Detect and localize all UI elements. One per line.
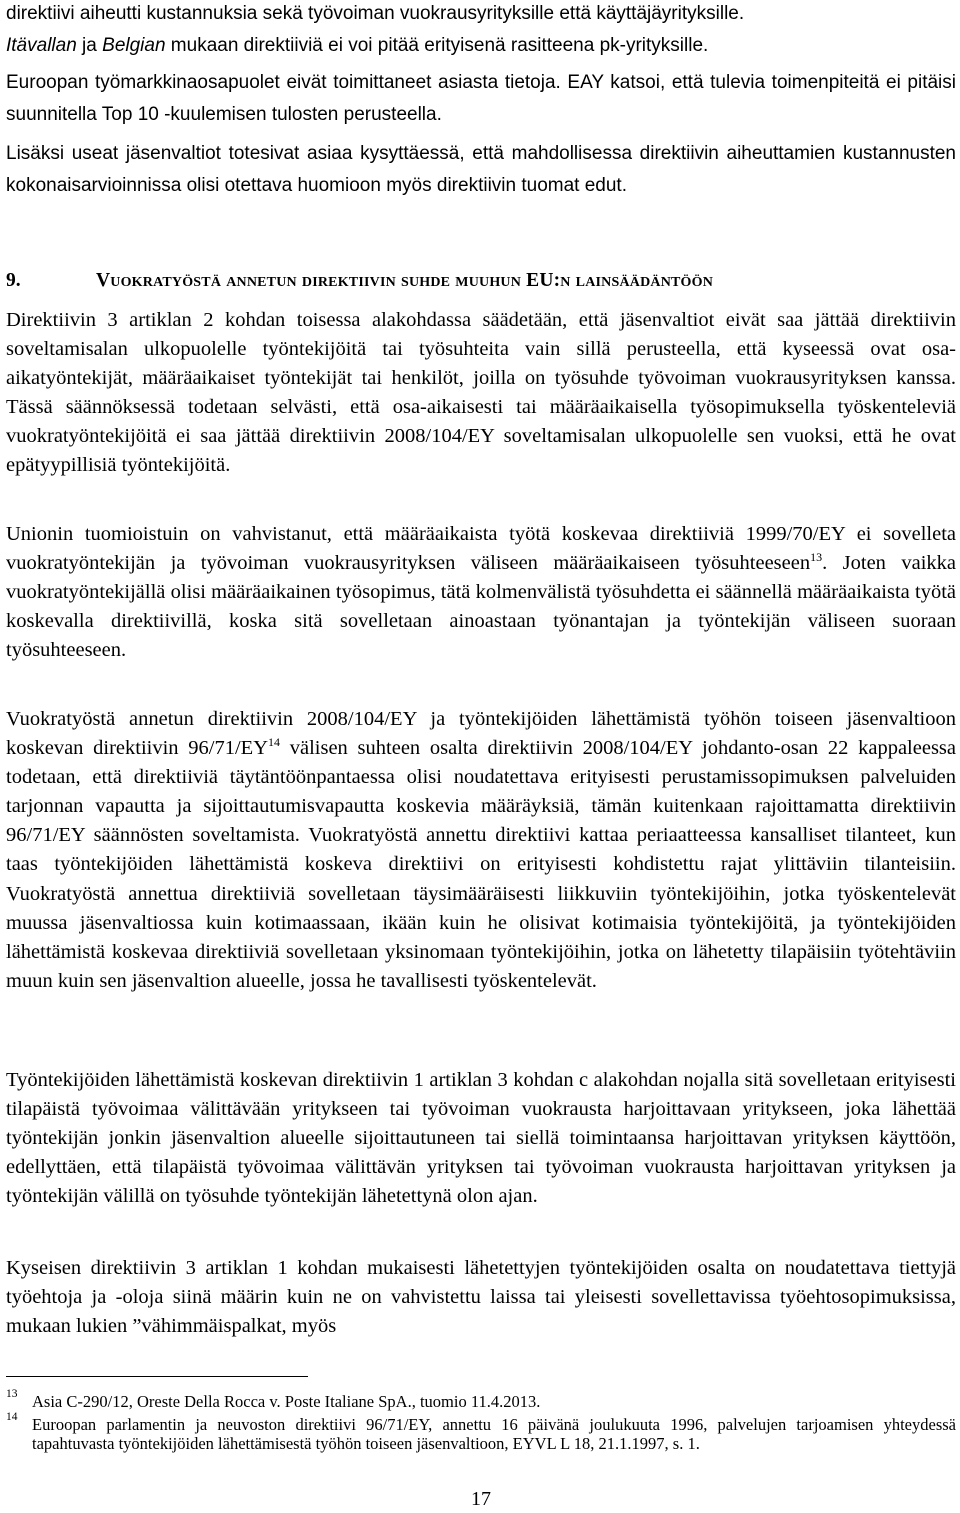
body-paragraph-2: [6, 520, 956, 665]
intro-paragraph-1: [6, 0, 956, 61]
body-paragraph-3-continued: välisen suhteen osalta direktiivin 2008/104/EY johdanto-osan 22 kappaleessa todetaan, että direktiiviä täytäntöönpantaessa olisi noudatettava erityisesti perustamissopimuksen palveluiden tarjonnan vapautta ja sijoittautumisvapautta koskevia määräyksiä, tämän kuitenkaan rajoittamatta direktiivin 96/71/EY säännösten soveltamista. Vuokratyöstä annettu direktiivi kattaa periaatteessa kansalliset tilanteet, kun taas työntekijöiden lähettämistä koskeva direktiivi on erityisesti kohdistettu rajat ylittäviin tilanteisiin. Vuokratyöstä annettua direktiiviä sovelletaan täysimääräisesti liikkuviin työntekijöihin, jotka työskentelevät muussa jäsenvaltiossa kuin kotimaassaan, ikään kuin he olisivat kotimaisia työntekijöitä, ja työntekijöiden lähettämistä koskevaa direktiiviä sovelletaan yksinomaan työntekijöihin, jotka on lähetetty tilapäisiin työtehtäviin muun kuin sen jäsenvaltion alueelle, jossa he tavallisesti työskentelevät.: [6, 737, 957, 992]
body-paragraph-4: Työntekijöiden lähettämistä koskevan direktiivin 1 artiklan 3 kohdan c alakohdan nojalla sitä sovelletaan erityisesti tilapäistä työvoimaa välittävään yritykseen tai työvoiman vuokrausta harjoittavaan yritykseen, joka lähettää työntekijän jonkin jäsenvaltion alueelle sijoittautuneen tai siellä toimintaansa harjoittavan yrityksen käyttöön, edellyttäen, että tilapäistä työvoimaa välittävän yrityksen tai työvoiman vuokrausta harjoittavan yrityksen ja työntekijän välillä on työsuhde työntekijän lähetettynä olon ajan.: [6, 1069, 956, 1208]
intro-italic-austria: Itävallan: [6, 34, 77, 56]
footnote-14: [6, 1411, 956, 1453]
footnote-text: Euroopan parlamentin ja neuvoston direktiivi 96/71/EY, annettu 16 päivänä joulukuuta 1996, palvelujen tarjoamisen yhteydessä tapahtuvasta työntekijöiden lähettämisestä työhön toiseen jäsenvaltioon, EYVL L 18, 21.1.1997, s. 1.: [32, 1415, 956, 1453]
footnote-text: Asia C-290/12, Oreste Della Rocca v. Poste Italiane SpA., tuomio 11.4.2013.: [32, 1392, 541, 1411]
body-paragraph-2-text: Unionin tuomioistuin on vahvistanut, että määräaikaista työtä koskevaa direktiiviä 1999/70/EY ei sovelleta vuokratyöntekijän ja työvoiman vuokrausyrityksen väliseen määräaikaiseen työsuhteeseen: [6, 523, 956, 575]
footnote-number: 14: [6, 1411, 18, 1423]
intro-paragraph-2: Euroopan työmarkkinaosapuolet eivät toimittaneet asiasta tietoja. EAY katsoi, että tulevia toimenpiteitä ei pitäisi suunnitella Top 10 -kuulemisen tulosten perusteella.: [6, 72, 956, 125]
footnote-number: 13: [6, 1388, 18, 1400]
body-paragraph-1: Direktiivin 3 artiklan 2 kohdan toisessa alakohdassa säädetään, että jäsenvaltiot eivät saa jättää direktiivin soveltamisalan ulkopuolelle työntekijöitä tai työsuhteita vain sillä perusteella, että kyseessä ovat osa-aikatyöntekijät, määräaikaiset työntekijät tai henkilöt, joilla on työsuhde työvoiman vuokrausyrityksen kanssa. Tässä säännöksessä todetaan selvästi, että osa-aikaisesti tai määräaikaisella työsopimuksella työskenteleviä vuokratyöntekijöitä ei saa jättää direktiivin 2008/104/EY soveltamisalan ulkopuolelle sen vuoksi, että he ovat epätyypillisiä työntekijöitä.: [6, 309, 956, 477]
page-number: 17: [471, 1488, 491, 1510]
body-paragraph-2-continued: . Joten vaikka vuokratyöntekijällä olisi määräaikainen työsopimus, tätä kolmenvälistä työsuhdetta ei säännellä määräaikaista työtä koskevalla direktiivillä, koska sitä sovelletaan ainoastaan työnantajan ja työntekijän väliseen suoraan työsuhteeseen.: [6, 552, 956, 662]
section-number: 9.: [6, 270, 21, 291]
intro-connector: ja: [76, 34, 103, 56]
body-paragraph-3-text: Vuokratyöstä annetun direktiivin 2008/104/EY ja työntekijöiden lähettämistä työhön toiseen jäsenvaltioon koskevan direktiivin 96/71/EY: [6, 708, 956, 760]
intro-italic-belgium: Belgian: [102, 34, 166, 56]
intro-paragraph-3: Lisäksi useat jäsenvaltiot totesivat asiaa kysyttäessä, että mahdollisessa direktiivin aiheuttamien kustannusten kokonaisarvioinnissa olisi otettava huomioon myös direktiivin tuomat edut.: [6, 143, 956, 196]
section-heading: [6, 267, 956, 295]
section-title: Vuokratyöstä annetun direktiivin suhde muuhun EU:n lainsäädäntöön: [96, 270, 714, 291]
intro-line-2-rest: mukaan direktiiviä ei voi pitää erityisenä rasitteena pk-yrityksille.: [165, 34, 709, 56]
footnote-13: [6, 1388, 956, 1411]
body-paragraph-5: Kyseisen direktiivin 3 artiklan 1 kohdan mukaisesti lähetettyjen työntekijöiden osalta on noudatettava tiettyjä työehtoja ja -oloja siinä määrin kuin ne on vahvistettu laissa tai yleisesti sovellettavissa työehtosopimuksissa, mukaan lukien ”vähimmäispalkat, myös: [6, 1257, 956, 1338]
footnote-divider: [6, 1376, 308, 1377]
body-paragraph-3: [6, 705, 956, 996]
footnote-ref-13[interactable]: 13: [810, 550, 823, 565]
intro-line-1: direktiivi aiheutti kustannuksia sekä työvoiman vuokrausyrityksille että käyttäjäyrityksille.: [6, 3, 745, 24]
footnote-ref-14[interactable]: 14: [268, 735, 281, 750]
